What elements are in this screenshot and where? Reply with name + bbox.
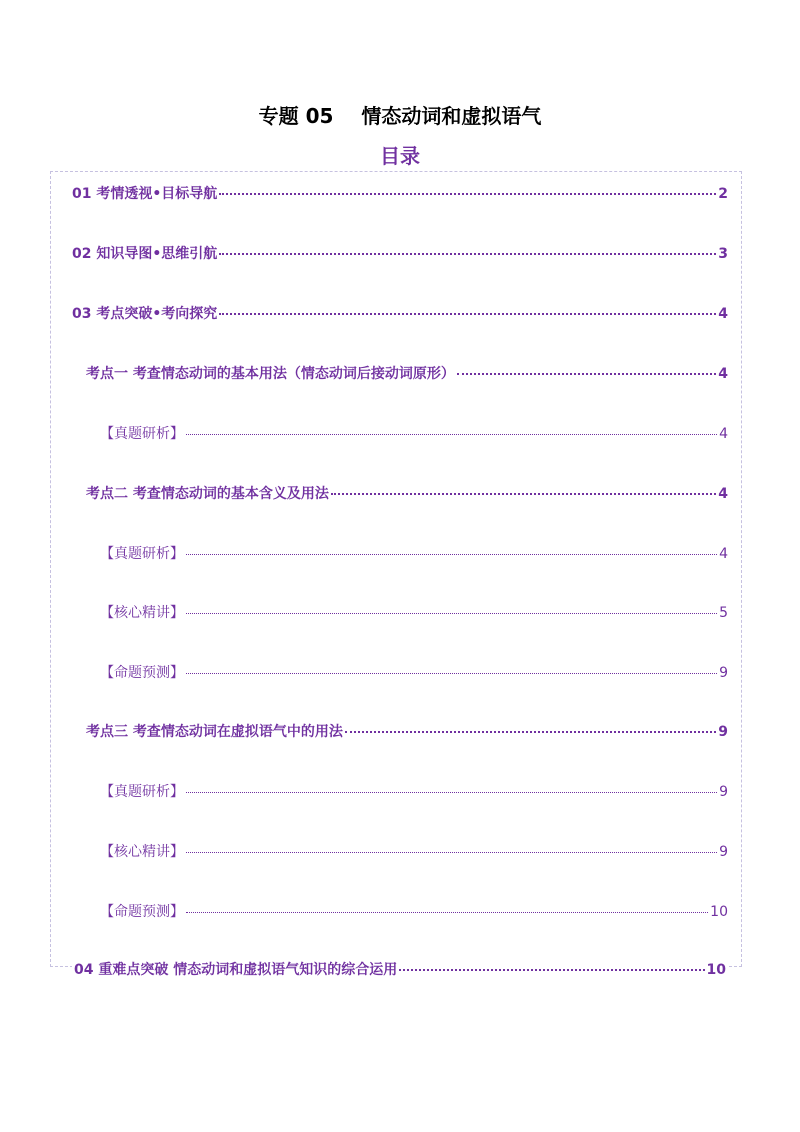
toc-entry-label: 【真题研析】	[100, 426, 184, 442]
toc-entry-label: 【命题预测】	[100, 904, 184, 920]
toc-entry-hexin-3[interactable]	[100, 841, 728, 861]
toc-entry-zhenti-2[interactable]	[100, 543, 728, 563]
toc-entry-page: 9	[719, 665, 728, 681]
toc-dot-leader	[219, 313, 716, 315]
toc-entry-label: 【真题研析】	[100, 546, 184, 562]
toc-entry-03[interactable]	[72, 303, 728, 323]
toc-entry-page: 10	[710, 904, 728, 920]
toc-entry-hexin-2[interactable]	[100, 602, 728, 622]
toc-dot-leader	[331, 493, 716, 495]
toc-entry-page: 4	[718, 366, 728, 382]
toc-entry-01[interactable]	[72, 183, 728, 203]
toc-entry-page: 4	[719, 546, 728, 562]
toc-entry-kaodian-3[interactable]	[86, 721, 728, 741]
toc-dot-leader	[399, 969, 704, 971]
toc-entry-label: 考点二 考查情态动词的基本含义及用法	[86, 486, 329, 502]
toc-entry-page: 4	[718, 306, 728, 322]
toc-entry-yuce-2[interactable]	[100, 662, 728, 682]
toc-entry-kaodian-1[interactable]	[86, 363, 728, 383]
toc-entry-page: 2	[718, 186, 728, 202]
page-title: 专题 05 情态动词和虚拟语气	[258, 104, 542, 128]
toc-entry-04[interactable]	[72, 959, 728, 979]
toc-dot-leader	[186, 554, 717, 555]
toc-entry-label: 03 考点突破•考向探究	[72, 306, 218, 322]
toc-entry-kaodian-2[interactable]	[86, 483, 728, 503]
toc-entry-page: 4	[719, 426, 728, 442]
toc-dot-leader	[186, 852, 717, 853]
toc-entry-label: 【真题研析】	[100, 784, 184, 800]
toc-entry-02[interactable]	[72, 243, 728, 263]
toc-entry-page: 9	[719, 784, 728, 800]
toc-entry-page: 9	[718, 724, 728, 740]
toc-entry-page: 5	[719, 605, 728, 621]
toc-entry-label: 【核心精讲】	[100, 844, 184, 860]
toc-entry-yuce-3[interactable]	[100, 901, 728, 921]
toc-entry-label: 02 知识导图•思维引航	[72, 246, 218, 262]
toc-entry-zhenti-3[interactable]	[100, 781, 728, 801]
toc-dot-leader	[219, 253, 716, 255]
toc-entry-label: 01 考情透视•目标导航	[72, 186, 218, 202]
toc-entry-label: 04 重难点突破 情态动词和虚拟语气知识的综合运用	[74, 962, 398, 978]
toc-entry-label: 考点一 考查情态动词的基本用法（情态动词后接动词原形）	[86, 366, 455, 382]
toc-entry-label: 【核心精讲】	[100, 605, 184, 621]
toc-entry-label: 考点三 考查情态动词在虚拟语气中的用法	[86, 724, 343, 740]
toc-dot-leader	[186, 673, 717, 674]
toc-dot-leader	[186, 792, 717, 793]
toc-entry-label: 【命题预测】	[100, 665, 184, 681]
toc-dot-leader	[186, 912, 708, 913]
toc-entry-page: 9	[719, 844, 728, 860]
toc-dot-leader	[186, 613, 717, 614]
toc-entry-page: 3	[718, 246, 728, 262]
toc-dot-leader	[186, 434, 717, 435]
toc-dot-leader	[457, 373, 716, 375]
toc-dot-leader	[219, 193, 716, 195]
toc-entry-page: 4	[718, 486, 728, 502]
toc-entry-zhenti-1[interactable]	[100, 423, 728, 443]
toc-heading: 目录	[380, 144, 420, 168]
toc-dot-leader	[345, 731, 716, 733]
toc-entry-page: 10	[706, 962, 726, 978]
